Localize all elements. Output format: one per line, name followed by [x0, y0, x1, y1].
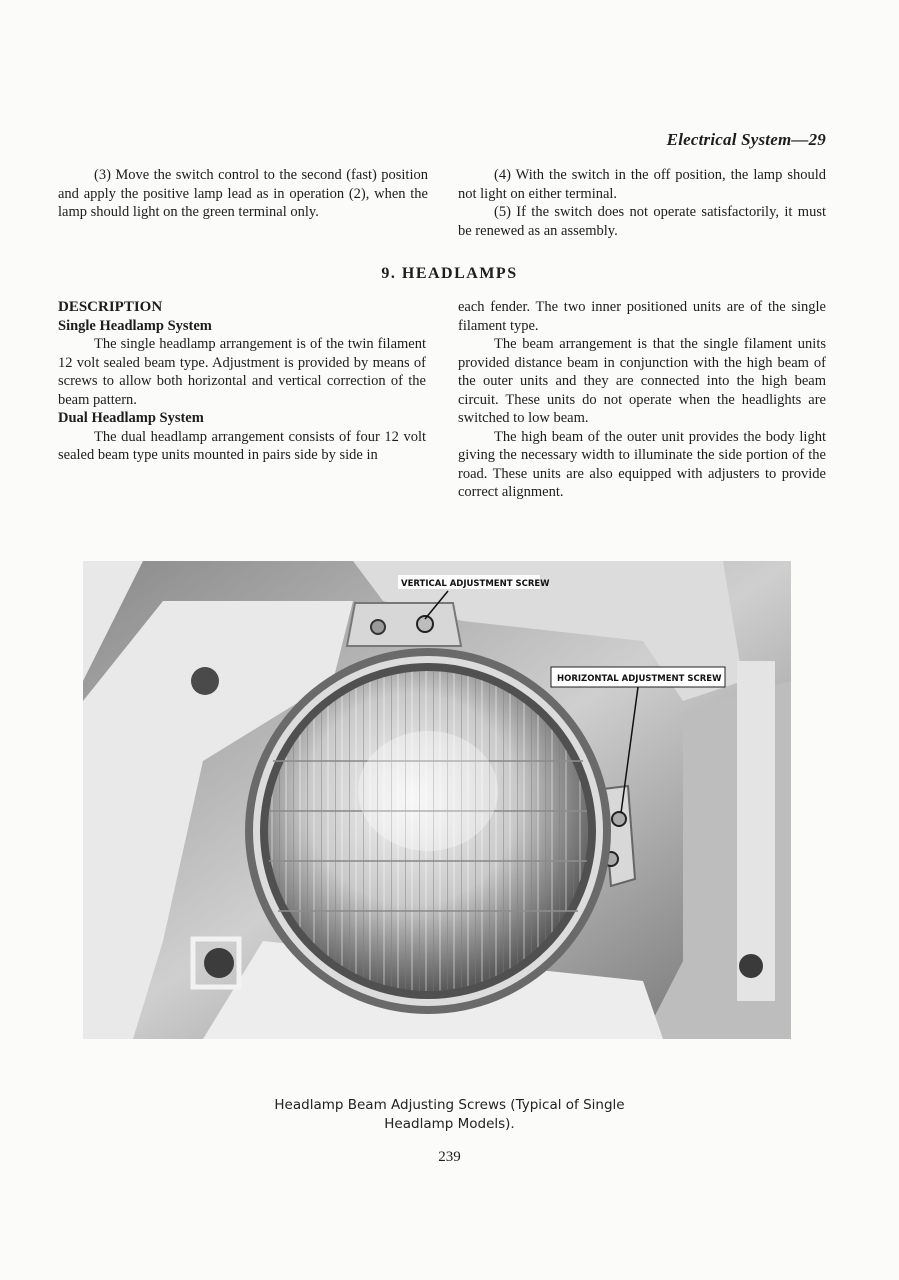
description-heading: DESCRIPTION: [58, 299, 163, 315]
paragraph-step-5: (5) If the switch does not operate satisfactorily, it must be renewed as an assembly.: [458, 204, 826, 239]
headlamp-photo: [83, 561, 791, 1039]
horizontal-adjustment-label: HORIZONTAL ADJUSTMENT SCREW: [557, 674, 722, 684]
running-head: Electrical System—29: [666, 130, 826, 149]
paragraph-step-4: (4) With the switch in the off position, the lamp should not light on either terminal.: [458, 167, 826, 202]
fender-paragraph: each fender. The two inner positioned units are of the single filament type.: [458, 299, 826, 334]
section-title: 9. HEADLAMPS: [381, 265, 518, 282]
figure-caption: [0, 1096, 899, 1134]
page-number: 239: [438, 1149, 461, 1165]
left-column: [58, 298, 426, 465]
vertical-adjustment-label: VERTICAL ADJUSTMENT SCREW: [401, 579, 550, 589]
right-column: [458, 298, 826, 502]
caption-line-1: Headlamp Beam Adjusting Screws (Typical of Single: [274, 1097, 625, 1113]
top-left-column: [58, 166, 428, 222]
dual-headlamp-paragraph: The dual headlamp arrangement consists of four 12 volt sealed beam type units mounted in pairs side by side in: [58, 428, 426, 463]
dual-headlamp-heading: Dual Headlamp System: [58, 410, 204, 426]
single-headlamp-paragraph: The single headlamp arrangement is of the twin filament 12 volt sealed beam type. Adjustment is provided by means of screws to allow both horizontal and vertical correction of the beam pattern.: [58, 336, 426, 408]
top-right-column: [458, 166, 826, 240]
high-beam-paragraph: The high beam of the outer unit provides the body light giving the necessary width to illuminate the side portion of the road. These units are also equipped with adjusters to provide correct alignment.: [458, 428, 826, 500]
beam-arrangement-paragraph: The beam arrangement is that the single filament units provided distance beam in conjunction with the high beam of the outer units and they are connected into the high beam circuit. These units do not operate when the headlights are switched to low beam.: [458, 336, 826, 426]
paragraph-step-3: (3) Move the switch control to the second (fast) position and apply the positive lamp lead as in operation (2), when the lamp should light on the green terminal only.: [58, 167, 428, 220]
caption-line-2: Headlamp Models).: [384, 1116, 515, 1132]
single-headlamp-heading: Single Headlamp System: [58, 317, 212, 334]
